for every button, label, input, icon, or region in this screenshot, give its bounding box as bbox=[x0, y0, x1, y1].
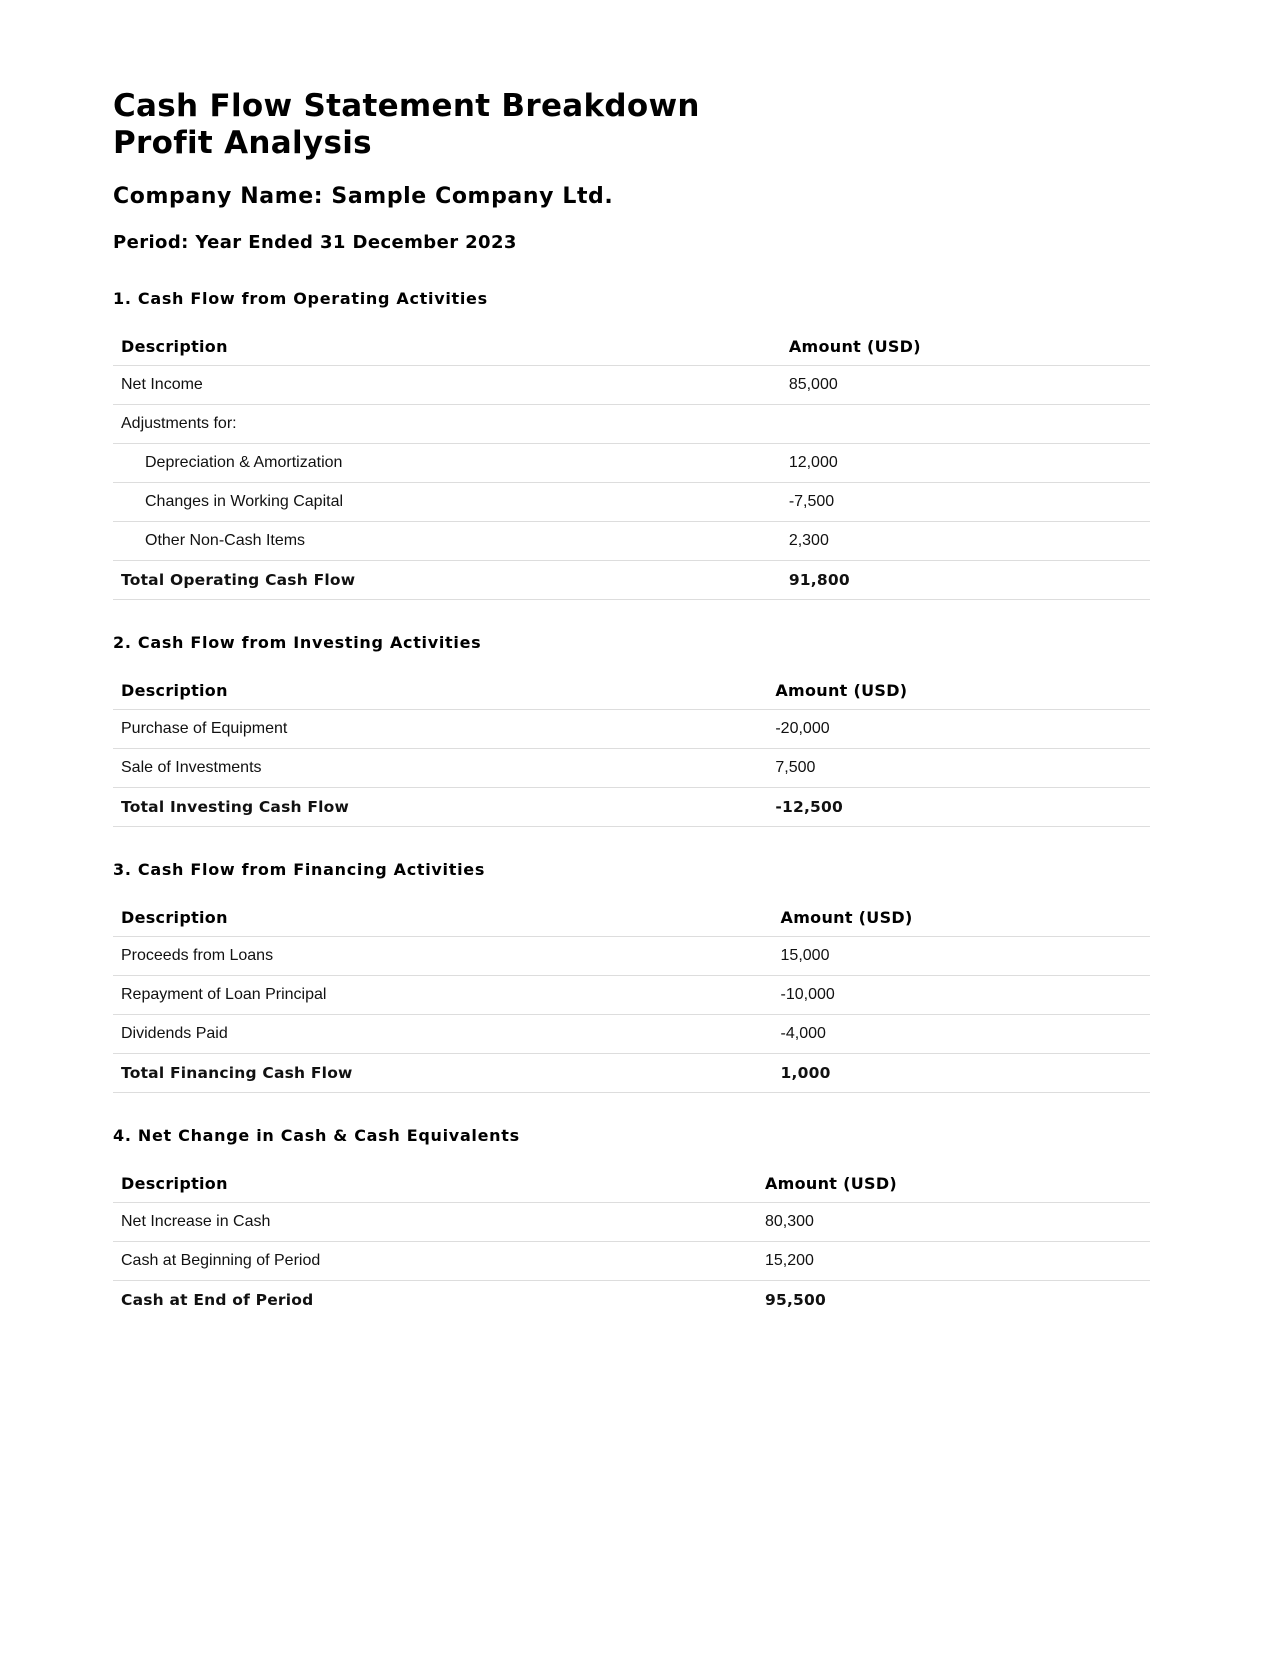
financing-table bbox=[113, 898, 1150, 1093]
total-description: Cash at End of Period bbox=[121, 1291, 314, 1309]
row-amount: 15,200 bbox=[757, 1242, 1150, 1281]
row-amount: 2,300 bbox=[781, 522, 1150, 561]
table-row bbox=[113, 444, 1150, 483]
company-name: Company Name: Sample Company Ltd. bbox=[113, 184, 614, 209]
operating-section-title: 1. Cash Flow from Operating Activities bbox=[113, 289, 488, 308]
financing-section-title: 3. Cash Flow from Financing Activities bbox=[113, 860, 486, 879]
row-description: Depreciation & Amortization bbox=[113, 444, 781, 483]
column-header-description: Description bbox=[113, 671, 767, 710]
operating-table bbox=[113, 327, 1150, 600]
column-header-description: Description bbox=[113, 1164, 757, 1203]
table-row bbox=[113, 483, 1150, 522]
column-header-description: Description bbox=[113, 327, 781, 366]
investing-table bbox=[113, 671, 1150, 827]
row-description: Cash at Beginning of Period bbox=[113, 1242, 757, 1281]
title-line-1: Cash Flow Statement Breakdown bbox=[113, 88, 700, 124]
document-page bbox=[113, 88, 1150, 1309]
table-row bbox=[113, 405, 1150, 444]
row-amount: -4,000 bbox=[773, 1015, 1150, 1054]
table-row bbox=[113, 710, 1150, 749]
table-row bbox=[113, 1242, 1150, 1281]
row-description: Dividends Paid bbox=[113, 1015, 773, 1054]
row-amount: 7,500 bbox=[767, 749, 1150, 788]
table-header-row bbox=[113, 671, 1150, 710]
row-amount: 15,000 bbox=[773, 937, 1150, 976]
table-header-row bbox=[113, 898, 1150, 937]
total-amount: 91,800 bbox=[781, 561, 1150, 600]
total-description: Total Financing Cash Flow bbox=[113, 1054, 773, 1093]
row-description: Sale of Investments bbox=[113, 749, 767, 788]
total-description: Total Operating Cash Flow bbox=[113, 561, 781, 600]
column-header-amount: Amount (USD) bbox=[773, 898, 1150, 937]
column-header-amount: Amount (USD) bbox=[767, 671, 1150, 710]
row-amount bbox=[781, 405, 1150, 444]
total-amount: 1,000 bbox=[773, 1054, 1150, 1093]
row-description: Adjustments for: bbox=[113, 405, 781, 444]
table-row bbox=[113, 1203, 1150, 1242]
total-amount: 95,500 bbox=[764, 1291, 826, 1309]
net-change-section-title: 4. Net Change in Cash & Cash Equivalents bbox=[113, 1126, 520, 1145]
net-change-total-table bbox=[113, 1281, 1150, 1319]
title-line-2: Profit Analysis bbox=[113, 125, 372, 161]
total-amount: -12,500 bbox=[767, 788, 1150, 827]
total-row bbox=[113, 1054, 1150, 1093]
total-row bbox=[113, 788, 1150, 827]
row-amount: 12,000 bbox=[781, 444, 1150, 483]
table-row bbox=[113, 1015, 1150, 1054]
investing-section-title: 2. Cash Flow from Investing Activities bbox=[113, 633, 482, 652]
document-title bbox=[113, 88, 1150, 162]
total-row bbox=[113, 1281, 1150, 1319]
table-row bbox=[113, 937, 1150, 976]
total-row bbox=[113, 561, 1150, 600]
column-header-description: Description bbox=[113, 898, 773, 937]
row-amount: -10,000 bbox=[773, 976, 1150, 1015]
row-description: Net Increase in Cash bbox=[113, 1203, 757, 1242]
row-description: Changes in Working Capital bbox=[113, 483, 781, 522]
total-description: Total Investing Cash Flow bbox=[113, 788, 767, 827]
row-description: Net Income bbox=[113, 366, 781, 405]
table-row bbox=[113, 522, 1150, 561]
row-description: Other Non-Cash Items bbox=[113, 522, 781, 561]
row-amount: 85,000 bbox=[781, 366, 1150, 405]
table-row bbox=[113, 976, 1150, 1015]
table-header-row bbox=[113, 327, 1150, 366]
row-description: Proceeds from Loans bbox=[113, 937, 773, 976]
column-header-amount: Amount (USD) bbox=[757, 1164, 1150, 1203]
table-row bbox=[113, 749, 1150, 788]
row-amount: -20,000 bbox=[767, 710, 1150, 749]
row-amount: 80,300 bbox=[757, 1203, 1150, 1242]
clipped-total-row bbox=[113, 1281, 1150, 1309]
row-amount: -7,500 bbox=[781, 483, 1150, 522]
net-change-table bbox=[113, 1164, 1150, 1281]
column-header-amount: Amount (USD) bbox=[781, 327, 1150, 366]
row-description: Purchase of Equipment bbox=[113, 710, 767, 749]
table-header-row bbox=[113, 1164, 1150, 1203]
row-description: Repayment of Loan Principal bbox=[113, 976, 773, 1015]
reporting-period: Period: Year Ended 31 December 2023 bbox=[113, 232, 517, 253]
table-row bbox=[113, 366, 1150, 405]
